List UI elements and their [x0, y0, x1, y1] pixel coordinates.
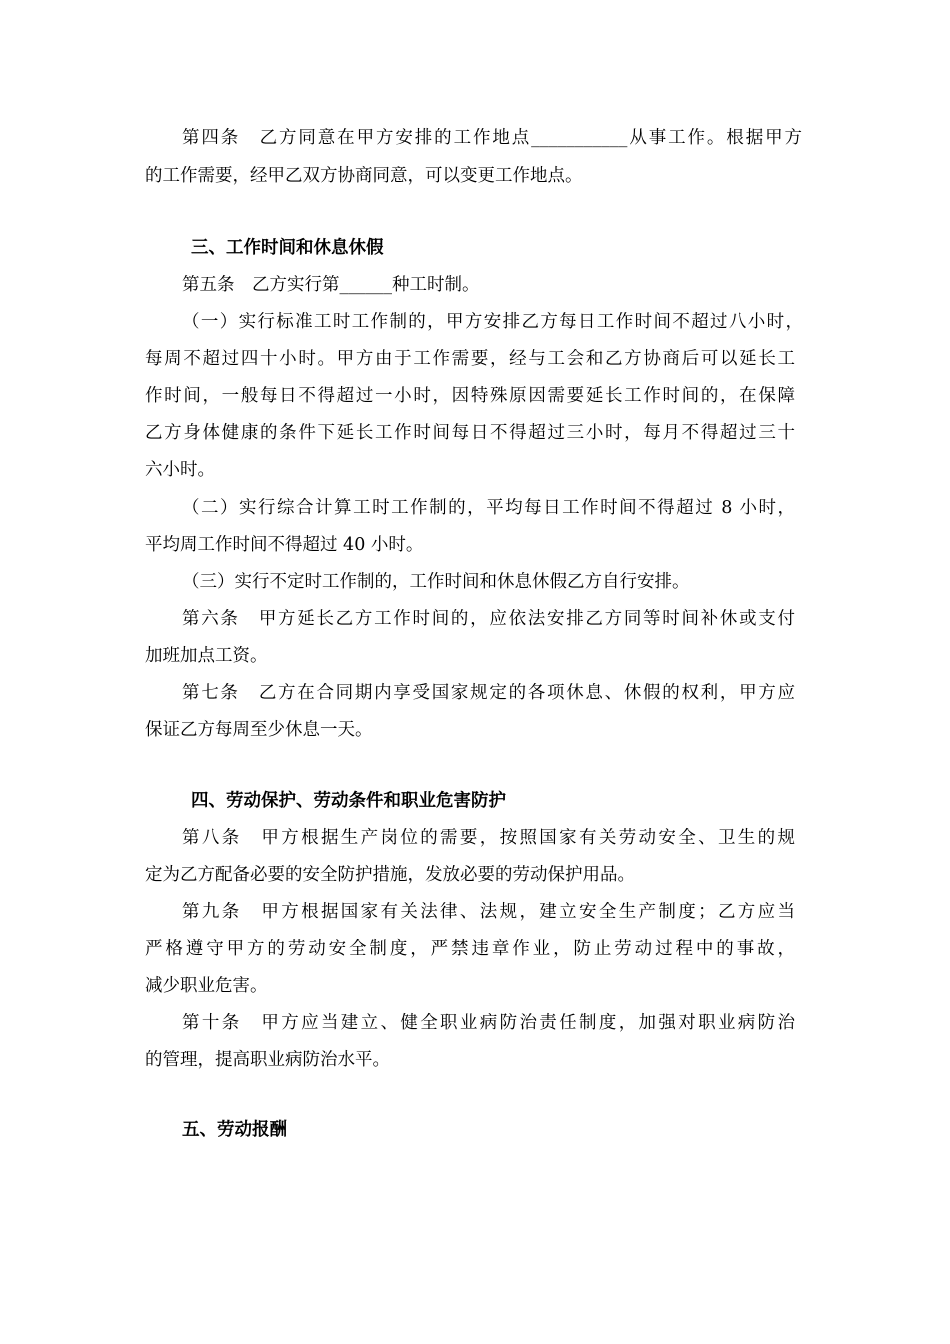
- item-2-line-1: （二）实行综合计算工时工作制的，平均每日工作时间不得超过 8 小时，: [182, 498, 795, 518]
- item-2-line-2: 平均周工作时间不得超过 40 小时。: [145, 535, 424, 555]
- article-9-line-3: 减少职业危害。: [145, 976, 268, 996]
- section-5-title: 五、劳动报酬: [182, 1120, 287, 1140]
- article-6-line-2: 加班加点工资。: [145, 646, 268, 666]
- item-1-line-5: 六小时。: [145, 460, 215, 480]
- article-9-line-2: 严格遵守甲方的劳动安全制度，严禁违章作业，防止劳动过程中的事故，: [145, 939, 795, 959]
- article-7-line-1: 第七条 乙方在合同期内享受国家规定的各项休息、休假的权利，甲方应: [182, 683, 795, 703]
- article-8-line-1: 第八条 甲方根据生产岗位的需要，按照国家有关劳动安全、卫生的规: [182, 828, 795, 848]
- article-4-line-1: 第四条 乙方同意在甲方安排的工作地点___________从事工作。根据甲方: [182, 128, 802, 148]
- article-4-line-2: 的工作需要，经甲乙双方协商同意，可以变更工作地点。: [145, 166, 583, 186]
- section-4-title: 四、劳动保护、劳动条件和职业危害防护: [191, 791, 506, 811]
- article-8-line-2: 定为乙方配备必要的安全防护措施，发放必要的劳动保护用品。: [145, 865, 635, 885]
- article-9-line-1: 第九条 甲方根据国家有关法律、法规，建立安全生产制度；乙方应当: [182, 902, 795, 922]
- item-1-line-3: 作时间，一般每日不得超过一小时，因特殊原因需要延长工作时间的，在保障: [145, 386, 795, 406]
- section-3-title: 三、工作时间和休息休假: [191, 238, 384, 258]
- item-1-line-1: （一）实行标准工时工作制的，甲方安排乙方每日工作时间不超过八小时，: [182, 312, 803, 332]
- item-1-line-4: 乙方身体健康的条件下延长工作时间每日不得超过三小时，每月不得超过三十: [145, 423, 795, 443]
- article-10-line-2: 的管理，提高职业病防治水平。: [145, 1050, 390, 1070]
- article-7-line-2: 保证乙方每周至少休息一天。: [145, 720, 373, 740]
- article-6-line-1: 第六条 甲方延长乙方工作时间的，应依法安排乙方同等时间补休或支付: [182, 609, 795, 629]
- item-3: （三）实行不定时工作制的，工作时间和休息休假乙方自行安排。: [182, 572, 690, 592]
- article-5: 第五条 乙方实行第______种工时制。: [182, 275, 480, 295]
- article-10-line-1: 第十条 甲方应当建立、健全职业病防治责任制度，加强对职业病防治: [182, 1013, 795, 1033]
- item-1-line-2: 每周不超过四十小时。甲方由于工作需要，经与工会和乙方协商后可以延长工: [145, 349, 795, 369]
